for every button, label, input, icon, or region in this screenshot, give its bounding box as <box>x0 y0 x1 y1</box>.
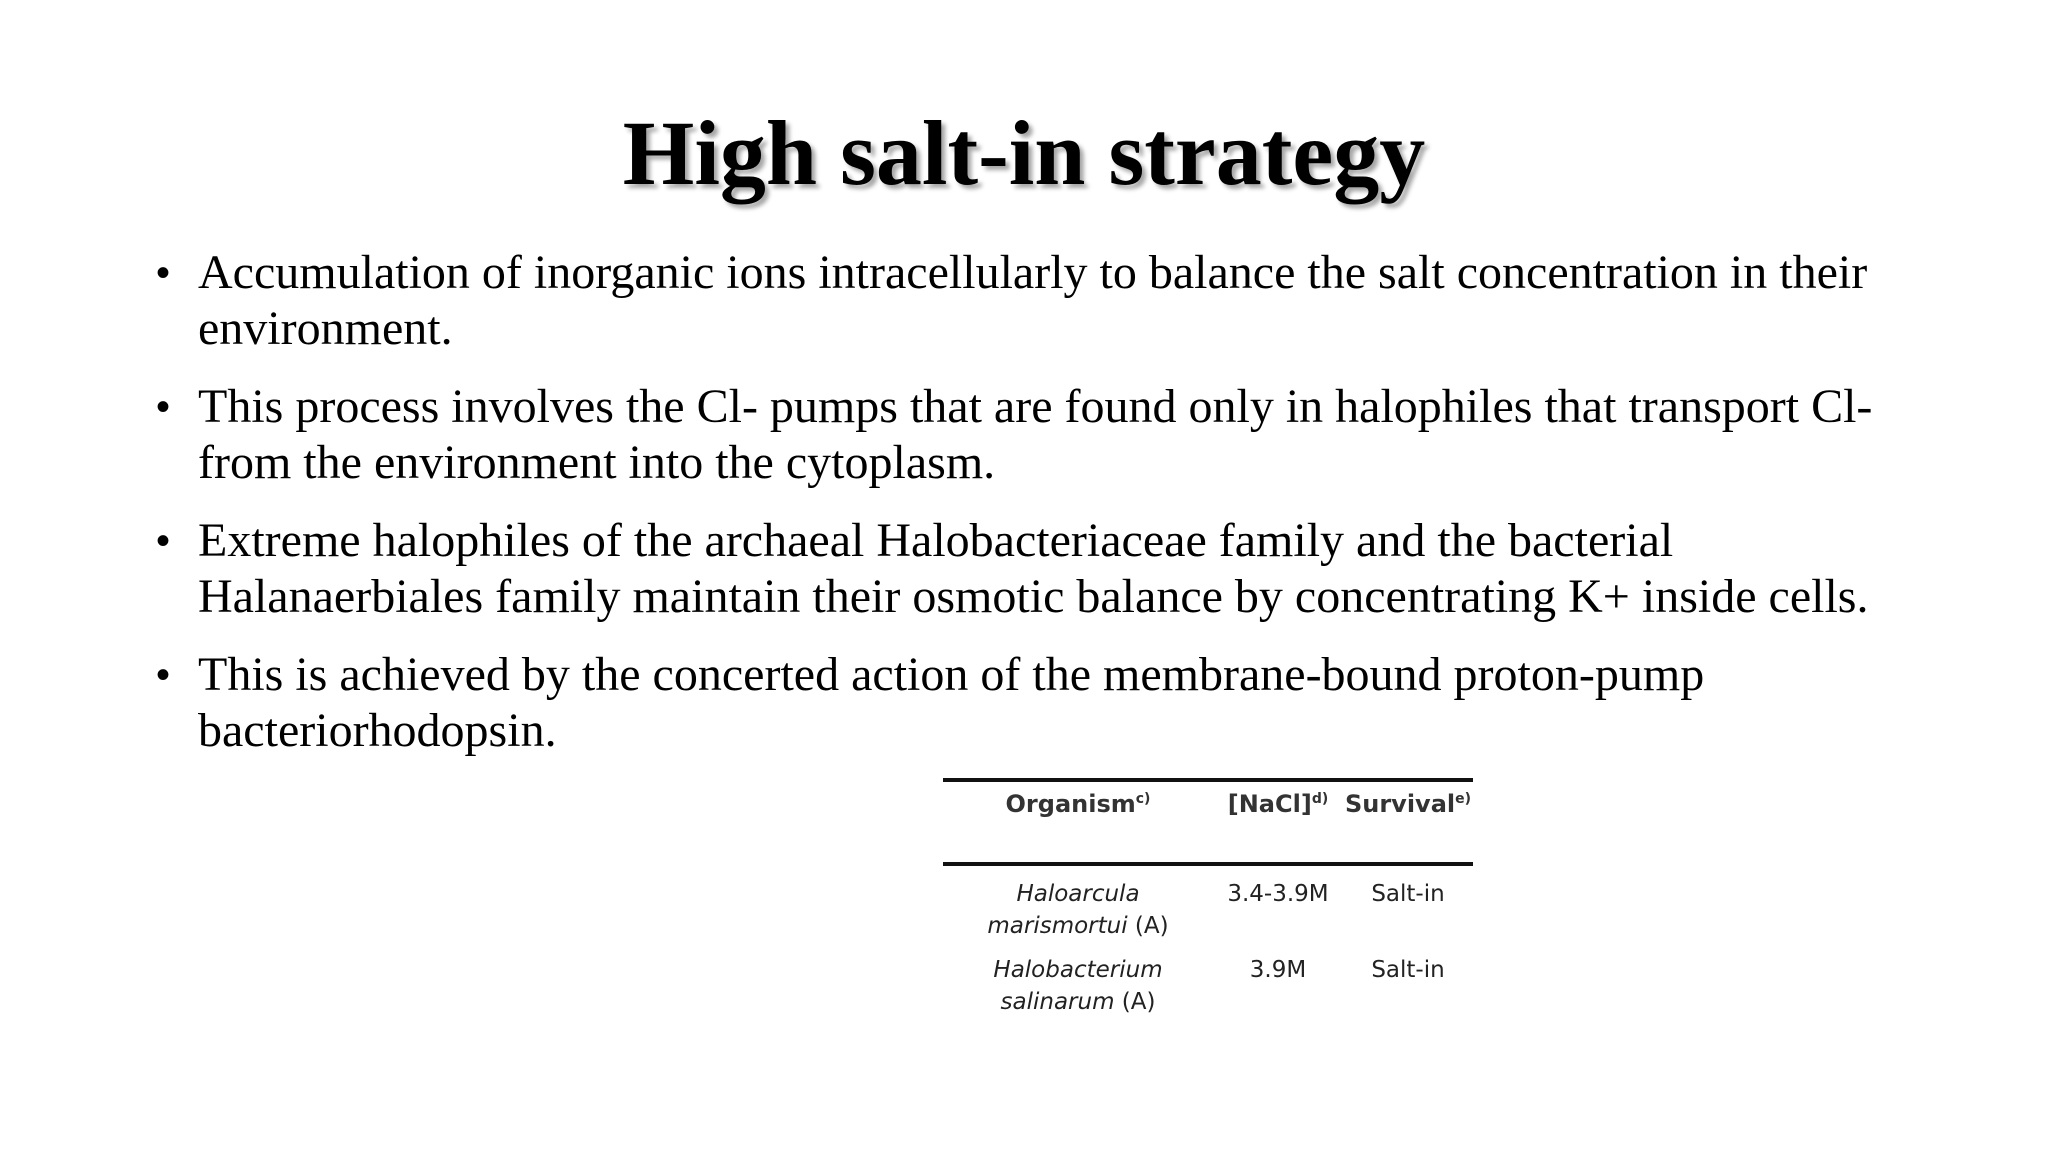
cell-survival: Salt-in <box>1371 881 1445 907</box>
header-nacl-label: [NaCl] <box>1227 790 1312 818</box>
bullet-text: Accumulation of inorganic ions intracellularly to balance the salt concentration in their environment. <box>198 246 1868 355</box>
bullet-text: This is achieved by the concerted action of the membrane-bound proton-pump bacteriorhodopsin. <box>198 648 1705 757</box>
bullet-text: This process involves the Cl- pumps that are found only in halophiles that transport Cl- from the environment into the cytoplasm. <box>198 380 1873 489</box>
table-row <box>943 878 1473 942</box>
organism-name: Haloarcula marismortui <box>987 881 1140 939</box>
cell-organism <box>943 878 1213 942</box>
bullet-item <box>150 513 1910 625</box>
bullet-icon: • <box>156 653 171 697</box>
table-header-row <box>943 782 1473 818</box>
cell-survival: Salt-in <box>1371 957 1445 983</box>
organism-table <box>943 778 1473 1018</box>
cell-organism <box>943 954 1213 1018</box>
header-nacl-footnote: d) <box>1311 791 1329 807</box>
bullet-icon: • <box>156 251 171 295</box>
table-row <box>943 954 1473 1018</box>
header-survival-footnote: e) <box>1455 791 1472 807</box>
header-organism-footnote: c) <box>1135 791 1151 807</box>
slide-title: High salt-in strategy <box>622 102 1426 204</box>
table-header-rule <box>943 862 1473 866</box>
organism-name: Halobacterium salinarum <box>993 957 1163 1015</box>
cell-nacl: 3.9M <box>1249 957 1307 983</box>
organism-domain-tag: (A) <box>1127 913 1169 939</box>
header-nacl <box>1213 790 1343 818</box>
bullet-item <box>150 647 1910 759</box>
bullet-icon: • <box>156 519 171 563</box>
header-organism-label: Organism <box>1005 790 1136 818</box>
bullet-item <box>150 379 1910 491</box>
cell-nacl: 3.4-3.9M <box>1227 881 1329 907</box>
bullet-text: Extreme halophiles of the archaeal Halobacteriaceae family and the bacterial Halanaerbiales family maintain their osmotic balance by concentrating K+ inside cells. <box>198 514 1869 623</box>
bullet-icon: • <box>156 385 171 429</box>
bullet-item <box>150 245 1910 357</box>
header-survival-label: Survival <box>1344 790 1456 818</box>
header-survival <box>1343 790 1473 818</box>
bullet-list <box>150 245 1910 781</box>
organism-domain-tag: (A) <box>1114 989 1156 1015</box>
header-organism <box>943 790 1213 818</box>
